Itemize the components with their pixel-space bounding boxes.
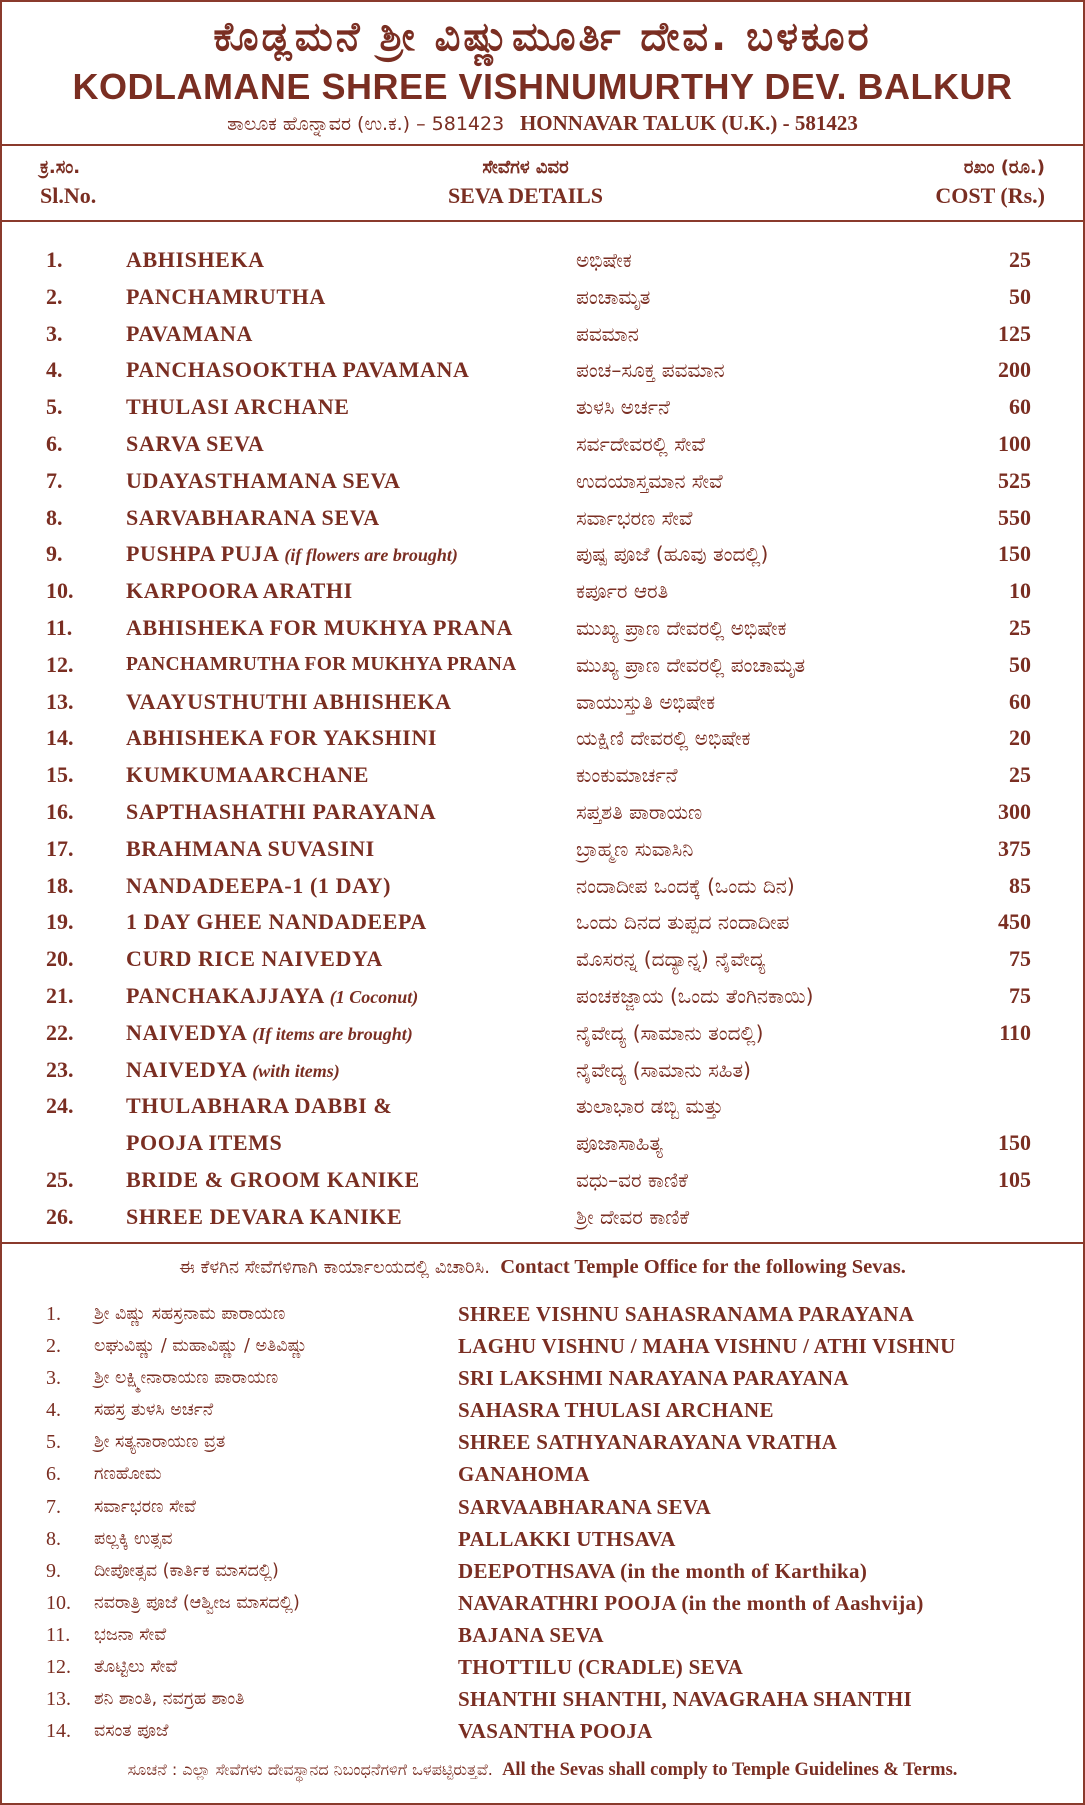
cost-header <box>935 154 1045 210</box>
seva-name-kannada: ಶ್ರೀ ದೇವರ ಕಾಣಿಕೆ <box>576 1204 690 1229</box>
seva-name-kannada: ಪಂಚಕಜ್ಜಾಯ (ಒಂದು ತೆಂಗಿನಕಾಯಿ) <box>576 983 814 1008</box>
details-header <box>2 154 1049 210</box>
seva-cost: 50 <box>1009 651 1031 677</box>
seva-name-english <box>126 941 383 978</box>
seva-row <box>2 279 1083 316</box>
contact-seva-name: PALLAKKI UTHSAVA <box>458 1526 676 1551</box>
seva-row <box>2 389 1083 426</box>
contact-heading-english: Contact Temple Office for the following Sevas. <box>500 1256 906 1278</box>
seva-row <box>2 647 1083 684</box>
seva-name-english <box>126 1015 413 1053</box>
seva-name-text: NAIVEDYA <box>126 1056 247 1082</box>
slno-header-kannada: ಕ್ರ.ಸಂ. <box>40 157 81 178</box>
seva-name-kannada: ಉದಯಾಸ್ತಮಾನ ಸೇವೆ <box>576 468 723 493</box>
seva-name-kannada: ನೈವೇದ್ಯ (ಸಾಮಾನು ತಂದಲ್ಲಿ) <box>576 1020 764 1045</box>
seva-row <box>2 426 1083 463</box>
footer-note-kannada: ಸೂಚನೆ : ಎಲ್ಲಾ ಸೇವೆಗಳು ದೇವಸ್ಥಾನದ ನಿಬಂಧನೆಗಳಿಗೆ ಒಳಪಟ್ಟಿರುತ್ತವೆ. <box>127 1760 493 1779</box>
list-divider <box>2 1242 1083 1244</box>
seva-row <box>2 500 1083 537</box>
seva-cost: 550 <box>998 504 1031 530</box>
contact-seva-row <box>2 1619 1083 1651</box>
seva-number: 3. <box>46 320 63 346</box>
contact-seva-number: 13. <box>46 1688 71 1711</box>
seva-name-kannada: ಮುಖ್ಯ ಪ್ರಾಣ ದೇವರಲ್ಲಿ ಪಂಚಾಮೃತ <box>576 652 806 677</box>
seva-name-text: THULABHARA DABBI & <box>126 1093 393 1119</box>
seva-row <box>2 463 1083 500</box>
footer-note-english: All the Sevas shall comply to Temple Guidelines & Terms. <box>502 1760 958 1780</box>
seva-name-english <box>126 1199 402 1236</box>
contact-seva-name: SHREE SATHYANARAYANA VRATHA <box>458 1430 838 1455</box>
seva-cost: 150 <box>998 1130 1031 1156</box>
seva-name-kannada: ಪಂಚಾಮೃತ <box>576 284 651 309</box>
contact-seva-number: 6. <box>46 1463 61 1486</box>
seva-row <box>2 684 1083 721</box>
seva-number: 5. <box>46 394 63 420</box>
seva-name-text: PAVAMANA <box>126 320 254 346</box>
contact-seva-row <box>2 1330 1083 1362</box>
seva-name-kannada: ಪೂಜಾಸಾಹಿತ್ಯ <box>576 1131 663 1156</box>
seva-row <box>2 1125 1083 1162</box>
seva-name-text: PANCHAMRUTHA <box>126 283 326 309</box>
contact-seva-english <box>458 1330 956 1362</box>
seva-number: 20. <box>46 946 74 972</box>
seva-name-note: (If items are brought) <box>252 1023 413 1044</box>
contact-seva-kannada: ಭಜನಾ ಸೇವೆ <box>94 1624 167 1645</box>
seva-cost: 450 <box>998 909 1031 935</box>
seva-name-note: (1 Coconut) <box>329 986 419 1007</box>
details-header-kannada: ಸೇವೆಗಳ ವಿವರ <box>482 157 569 178</box>
contact-seva-english <box>458 1491 711 1523</box>
contact-seva-name: SRI LAKSHMI NARAYANA PARAYANA <box>458 1366 849 1391</box>
seva-name-kannada: ಸಪ್ತಶತಿ ಪಾರಾಯಣ <box>576 799 703 824</box>
contact-seva-row <box>2 1587 1083 1619</box>
contact-seva-english <box>458 1555 867 1587</box>
seva-row <box>2 610 1083 647</box>
seva-name-kannada: ಸರ್ವದೇವರಲ್ಲಿ ಸೇವೆ <box>576 431 706 456</box>
seva-cost: 75 <box>1009 946 1031 972</box>
contact-seva-name: VASANTHA POOJA <box>458 1719 653 1744</box>
contact-seva-row <box>2 1491 1083 1523</box>
column-headers <box>2 154 1083 214</box>
contact-seva-row <box>2 1394 1083 1426</box>
seva-number: 18. <box>46 872 74 898</box>
contact-seva-number: 12. <box>46 1656 71 1679</box>
seva-name-english <box>126 500 380 537</box>
details-header-english: SEVA DETAILS <box>447 183 604 208</box>
seva-cost: 20 <box>1009 725 1031 751</box>
seva-name-english <box>126 1162 420 1199</box>
seva-number: 2. <box>46 283 63 309</box>
contact-seva-english <box>458 1523 676 1555</box>
contact-seva-kannada: ತೊಟ್ಟಿಲು ಸೇವೆ <box>94 1657 178 1678</box>
seva-name-english <box>126 1088 392 1125</box>
seva-name-text: BRIDE & GROOM KANIKE <box>126 1166 420 1192</box>
contact-seva-english <box>458 1394 774 1426</box>
contact-seva-number: 5. <box>46 1431 61 1454</box>
contact-seva-row <box>2 1458 1083 1490</box>
seva-cost: 10 <box>1009 578 1031 604</box>
seva-name-kannada: ಬ್ರಾಹ್ಮಣ ಸುವಾಸಿನಿ <box>576 836 694 861</box>
contact-seva-english <box>458 1426 837 1458</box>
contact-seva-list <box>2 1298 1083 1747</box>
seva-row <box>2 1162 1083 1199</box>
seva-cost: 60 <box>1009 688 1031 714</box>
contact-seva-english <box>458 1683 912 1715</box>
contact-seva-kannada: ಶನಿ ಶಾಂತಿ, ನವಗ್ರಹ ಶಾಂತಿ <box>94 1689 245 1710</box>
contact-seva-kannada: ಶ್ರೀ ವಿಷ್ಣು ಸಹಸ್ರನಾಮ ಪಾರಾಯಣ <box>94 1304 286 1324</box>
seva-row <box>2 794 1083 831</box>
seva-number: 13. <box>46 688 74 714</box>
contact-seva-name: GANAHOMA <box>458 1462 590 1487</box>
seva-row <box>2 831 1083 868</box>
seva-row <box>2 536 1083 573</box>
seva-row <box>2 1015 1083 1052</box>
seva-row <box>2 720 1083 757</box>
seva-number: 17. <box>46 835 74 861</box>
seva-name-text: CURD RICE NAIVEDYA <box>126 946 383 972</box>
seva-number: 6. <box>46 430 63 456</box>
seva-row <box>2 978 1083 1015</box>
seva-cost: 25 <box>1009 762 1031 788</box>
contact-seva-kannada: ನವರಾತ್ರಿ ಪೂಜೆ (ಆಶ್ವೀಜ ಮಾಸದಲ್ಲಿ) <box>94 1592 300 1613</box>
contact-seva-number: 11. <box>46 1623 71 1646</box>
seva-cost: 100 <box>998 430 1031 456</box>
contact-seva-kannada: ಲಘುವಿಷ್ಣು / ಮಹಾವಿಷ್ಣು / ಅತಿವಿಷ್ಣು <box>94 1336 308 1357</box>
contact-seva-name: NAVARATHRI POOJA <box>458 1590 676 1615</box>
seva-row <box>2 757 1083 794</box>
seva-name-english <box>126 1052 340 1090</box>
contact-seva-number: 2. <box>46 1335 61 1358</box>
seva-name-text: ABHISHEKA <box>126 247 265 272</box>
seva-number: 10. <box>46 578 74 604</box>
seva-name-english <box>126 389 350 426</box>
seva-cost: 200 <box>998 357 1031 383</box>
contact-seva-english <box>458 1458 590 1490</box>
seva-name-kannada: ಸರ್ವಾಭರಣ ಸೇವೆ <box>576 505 693 530</box>
seva-row <box>2 904 1083 941</box>
seva-name-text: VAAYUSTHUTHI ABHISHEKA <box>126 688 452 714</box>
seva-name-kannada: ವಾಯುಸ್ತುತಿ ಅಭಿಷೇಕ <box>576 689 716 714</box>
seva-number: 23. <box>46 1056 74 1082</box>
contact-seva-number: 7. <box>46 1495 61 1518</box>
seva-cost: 25 <box>1009 614 1031 640</box>
seva-number: 8. <box>46 504 63 530</box>
contact-seva-note: (in the month of Karthika) <box>620 1558 868 1583</box>
seva-number: 12. <box>46 651 74 677</box>
contact-seva-number: 10. <box>46 1591 71 1614</box>
seva-number: 9. <box>46 541 63 567</box>
contact-seva-kannada: ಪಲ್ಲಕ್ಕಿ ಉತ್ಸವ <box>94 1528 173 1549</box>
address-english: HONNAVAR TALUK (U.K.) - 581423 <box>519 111 858 135</box>
seva-row <box>2 573 1083 610</box>
seva-name-english <box>126 426 264 463</box>
seva-row <box>2 1199 1083 1236</box>
seva-number: 14. <box>46 725 74 751</box>
contact-seva-name: BAJANA SEVA <box>458 1622 604 1647</box>
seva-name-kannada: ಮೊಸರನ್ನ (ದದ್ಯಾನ್ನ) ನೈವೇದ್ಯ <box>576 947 766 972</box>
seva-name-text: ABHISHEKA FOR MUKHYA PRANA <box>126 614 513 640</box>
contact-seva-kannada: ಶ್ರೀ ಲಕ್ಷ್ಮೀನಾರಾಯಣ ಪಾರಾಯಣ <box>94 1368 279 1389</box>
seva-name-english <box>126 573 353 610</box>
seva-name-text: SAPTHASHATHI PARAYANA <box>126 798 437 824</box>
seva-name-text: ABHISHEKA FOR YAKSHINI <box>126 725 438 751</box>
header <box>2 2 1083 139</box>
contact-seva-number: 4. <box>46 1399 61 1422</box>
seva-row <box>2 941 1083 978</box>
contact-seva-row <box>2 1523 1083 1555</box>
contact-seva-number: 14. <box>46 1720 71 1743</box>
contact-seva-kannada: ಸರ್ವಾಭರಣ ಸೇವೆ <box>94 1496 196 1517</box>
contact-seva-row <box>2 1683 1083 1715</box>
contact-seva-number: 1. <box>46 1303 61 1325</box>
seva-cost: 105 <box>998 1166 1031 1192</box>
seva-name-english <box>126 242 265 279</box>
seva-number: 15. <box>46 762 74 788</box>
contact-seva-row <box>2 1298 1083 1330</box>
seva-name-note: (with items) <box>252 1060 340 1081</box>
seva-name-english <box>126 463 401 500</box>
contact-seva-row <box>2 1362 1083 1394</box>
seva-name-english <box>126 352 469 389</box>
seva-name-kannada: ಯಕ್ಷಿಣಿ ದೇವರಲ್ಲಿ ಅಭಿಷೇಕ <box>576 726 751 751</box>
seva-cost: 75 <box>1009 982 1031 1008</box>
seva-name-text: NANDADEEPA-1 (1 DAY) <box>126 872 391 898</box>
seva-name-text: KUMKUMAARCHANE <box>126 762 370 788</box>
seva-name-note: (if flowers are brought) <box>284 545 458 566</box>
seva-row <box>2 868 1083 905</box>
seva-row <box>2 316 1083 353</box>
seva-cost: 60 <box>1009 394 1031 420</box>
seva-name-english <box>126 831 375 868</box>
seva-name-kannada: ಒಂದು ದಿನದ ತುಪ್ಪದ ನಂದಾದೀಪ <box>576 910 790 935</box>
cost-header-english: COST (Rs.) <box>935 183 1045 208</box>
seva-name-kannada: ವಧು–ವರ ಕಾಣಿಕೆ <box>576 1167 688 1192</box>
contact-seva-name: SHANTHI SHANTHI, NAVAGRAHA SHANTHI <box>458 1687 913 1712</box>
contact-seva-number: 3. <box>46 1367 61 1390</box>
seva-number: 11. <box>46 614 73 640</box>
seva-number: 24. <box>46 1093 74 1119</box>
seva-name-text: PANCHASOOKTHA PAVAMANA <box>126 357 470 383</box>
seva-name-text: UDAYASTHAMANA SEVA <box>126 467 401 493</box>
seva-name-kannada: ಮುಖ್ಯ ಪ್ರಾಣ ದೇವರಲ್ಲಿ ಅಭಿಷೇಕ <box>576 615 787 640</box>
seva-name-english <box>126 647 517 684</box>
contact-seva-row <box>2 1715 1083 1747</box>
seva-cost: 25 <box>1009 247 1031 272</box>
contact-seva-kannada: ಶ್ರೀ ಸತ್ಯನಾರಾಯಣ ವ್ರತ <box>94 1432 226 1453</box>
seva-name-kannada: ತುಳಸಿ ಅರ್ಚನೆ <box>576 395 670 420</box>
contact-seva-english <box>458 1651 743 1683</box>
seva-number: 16. <box>46 798 74 824</box>
seva-name-english <box>126 757 369 794</box>
seva-number: 19. <box>46 909 74 935</box>
seva-cost: 125 <box>998 320 1031 346</box>
footer-note <box>2 1756 1083 1784</box>
seva-name-text: SHREE DEVARA KANIKE <box>126 1203 403 1229</box>
contact-seva-english <box>458 1715 653 1747</box>
contact-seva-name: LAGHU VISHNU / MAHA VISHNU / ATHI VISHNU <box>458 1334 956 1359</box>
seva-name-kannada: ಪಂಚ–ಸೂಕ್ತ ಪವಮಾನ <box>576 358 725 383</box>
seva-name-english <box>126 536 458 574</box>
contact-seva-number: 9. <box>46 1559 61 1582</box>
seva-name-english <box>126 794 436 831</box>
seva-name-kannada: ಪುಷ್ಪ ಪೂಜೆ (ಹೂವು ತಂದಲ್ಲಿ) <box>576 542 769 567</box>
seva-number: 25. <box>46 1166 74 1192</box>
temple-title-kannada: ಕೊಡ್ಲಮನೆ ಶ್ರೀ ವಿಷ್ಣುಮೂರ್ತಿ ದೇವ. ಬಳಕೂರ <box>213 14 872 60</box>
seva-name-text: THULASI ARCHANE <box>126 394 350 420</box>
seva-name-english <box>126 279 326 316</box>
contact-seva-name: THOTTILU (CRADLE) SEVA <box>458 1655 744 1680</box>
seva-number: 22. <box>46 1019 74 1045</box>
seva-name-text: 1 DAY GHEE NANDADEEPA <box>126 909 427 935</box>
contact-seva-english <box>458 1362 849 1394</box>
seva-number: 26. <box>46 1203 74 1229</box>
seva-name-english <box>126 978 418 1016</box>
contact-seva-row <box>2 1426 1083 1458</box>
contact-seva-kannada: ಗಣಹೋಮ <box>94 1464 162 1485</box>
seva-name-text: PUSHPA PUJA <box>126 541 279 567</box>
contact-seva-english <box>458 1298 914 1330</box>
seva-number: 21. <box>46 982 74 1008</box>
seva-cost: 110 <box>999 1019 1031 1045</box>
contact-seva-row <box>2 1555 1083 1587</box>
seva-name-english <box>126 720 437 757</box>
seva-name-text: POOJA ITEMS <box>126 1130 283 1156</box>
seva-name-kannada: ಪವಮಾನ <box>576 321 639 346</box>
contact-seva-english <box>458 1587 924 1619</box>
seva-name-english <box>126 904 427 941</box>
contact-seva-kannada: ದೀಪೋತ್ಸವ (ಕಾರ್ತಿಕ ಮಾಸದಲ್ಲಿ) <box>94 1560 279 1581</box>
seva-name-kannada: ಅಭಿಷೇಕ <box>576 248 632 272</box>
contact-seva-kannada: ಸಹಸ್ರ ತುಳಸಿ ಅರ್ಚನೆ <box>94 1400 214 1421</box>
seva-cost: 525 <box>998 467 1031 493</box>
seva-name-kannada: ಕರ್ಪೂರ ಆರತಿ <box>576 579 669 604</box>
seva-name-kannada: ನಂದಾದೀಪ ಒಂದಕ್ಕೆ (ಒಂದು ದಿನ) <box>576 873 795 898</box>
seva-cost: 85 <box>1009 872 1031 898</box>
header-divider <box>2 144 1083 146</box>
seva-name-english <box>126 610 513 647</box>
contact-seva-number: 8. <box>46 1527 61 1550</box>
contact-seva-row <box>2 1651 1083 1683</box>
seva-name-kannada: ನೈವೇದ್ಯ (ಸಾಮಾನು ಸಹಿತ) <box>576 1057 751 1082</box>
seva-cost: 300 <box>998 798 1031 824</box>
seva-name-english <box>126 1125 282 1162</box>
seva-name-text: NAIVEDYA <box>126 1019 247 1045</box>
seva-row <box>2 352 1083 389</box>
temple-address <box>2 108 1083 139</box>
contact-seva-name: SARVAABHARANA SEVA <box>458 1494 712 1519</box>
seva-name-text: PANCHAKAJJAYA <box>126 982 324 1008</box>
temple-title-english: KODLAMANE SHREE VISHNUMURTHY DEV. BALKUR <box>72 66 1013 107</box>
seva-cost: 50 <box>1009 283 1031 309</box>
seva-list <box>2 242 1083 1236</box>
contact-seva-name: DEEPOTHSAVA <box>458 1558 615 1583</box>
seva-number: 1. <box>46 247 63 272</box>
seva-name-text: SARVA SEVA <box>126 430 265 456</box>
slno-header-english: Sl.No. <box>40 183 97 208</box>
seva-name-english <box>126 868 391 905</box>
seva-cost: 375 <box>998 835 1031 861</box>
seva-name-text: BRAHMANA SUVASINI <box>126 835 375 861</box>
seva-number: 7. <box>46 467 63 493</box>
seva-row <box>2 1052 1083 1089</box>
seva-name-kannada: ಕುಂಕುಮಾರ್ಚನೆ <box>576 763 678 788</box>
seva-name-text: SARVABHARANA SEVA <box>126 504 380 530</box>
address-kannada: ತಾಲೂಕ ಹೊನ್ನಾವರ (ಉ.ಕ.) – 581423 <box>227 113 505 135</box>
contact-seva-english <box>458 1619 604 1651</box>
seva-number: 4. <box>46 357 63 383</box>
seva-name-text: PANCHAMRUTHA FOR MUKHYA PRANA <box>126 653 517 675</box>
seva-name-english <box>126 316 253 353</box>
seva-row <box>2 1088 1083 1125</box>
contact-heading <box>2 1252 1083 1283</box>
columns-divider <box>2 220 1083 222</box>
seva-name-kannada: ತುಲಾಭಾರ ಡಬ್ಬಿ ಮತ್ತು <box>576 1094 724 1119</box>
contact-heading-kannada: ಈ ಕೆಳಗಿನ ಸೇವೆಗಳಿಗಾಗಿ ಕಾರ್ಯಾಲಯದಲ್ಲಿ ವಿಚಾರಿಸಿ. <box>179 1257 490 1278</box>
contact-seva-name: SAHASRA THULASI ARCHANE <box>458 1398 774 1423</box>
contact-seva-note: (in the month of Aashvija) <box>681 1590 924 1615</box>
contact-seva-name: SHREE VISHNU SAHASRANAMA PARAYANA <box>458 1302 915 1326</box>
seva-row <box>2 242 1083 279</box>
cost-header-kannada: ರಖಂ (ರೂ.) <box>963 157 1045 178</box>
seva-cost: 150 <box>998 541 1031 567</box>
seva-name-text: KARPOORA ARATHI <box>126 578 353 604</box>
contact-seva-kannada: ವಸಂತ ಪೂಜೆ <box>94 1721 169 1742</box>
seva-name-english <box>126 684 452 721</box>
